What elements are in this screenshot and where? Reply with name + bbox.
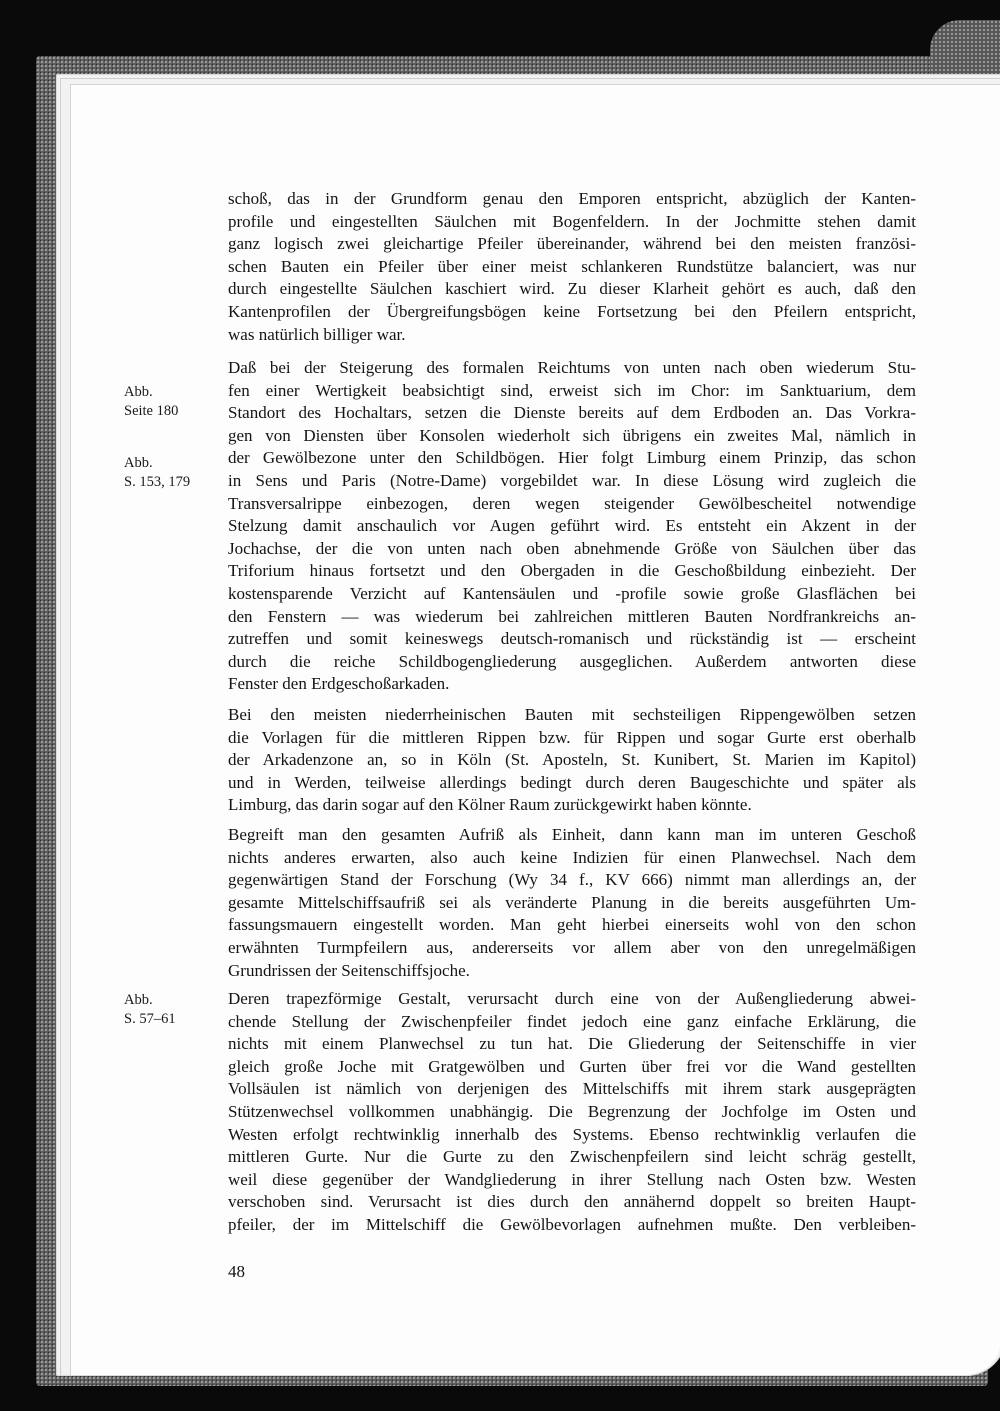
text-line: Vollsäulen ist nämlich von derjenigen des Mittelschiffs mit ihrem stark ausgeprägten	[228, 1079, 916, 1099]
text-line: Jochachse, der die von unten nach oben abnehmende Größe von Säulchen über das	[228, 538, 916, 558]
text-line: fassungsmauern eingestellt worden. Man geht hierbei einerseits wohl von den schon	[228, 915, 916, 935]
text-line: Grundrissen der Seitenschiffsjoche.	[228, 960, 470, 980]
text-line: Standort des Hochaltars, setzen die Dienste bereits auf dem Erdboden an. Das Vorkra-	[228, 403, 916, 423]
text-line: Fenster den Erdgeschoßarkaden.	[228, 674, 450, 694]
margin-note	[124, 454, 190, 492]
text-line: nichts anderes erwarten, also auch keine Indizien für einen Planwechsel. Nach dem	[228, 847, 916, 867]
paragraph-4	[228, 824, 916, 982]
margin-note-ref: S. 153, 179	[124, 474, 191, 490]
text-line: schen Bauten ein Pfeiler über einer meist schlankeren Rundstütze balanciert, was nur	[228, 256, 916, 276]
text-line: was natürlich billiger war.	[228, 324, 406, 344]
text-line: durch die reiche Schildbogengliederung ausgeglichen. Außerdem antworten diese	[228, 651, 916, 671]
text-line: fen einer Wertigkeit beabsichtigt sind, erweist sich im Chor: im Sanktuarium, dem	[228, 380, 916, 400]
text-line: Deren trapezförmige Gestalt, verursacht durch eine von der Außengliederung abwei-	[228, 989, 916, 1008]
text-line: Limburg, das darin sogar auf den Kölner Raum zurückgewirkt haben könnte.	[228, 795, 752, 815]
text-line: gleich große Joche mit Gratgewölben und Gurten über frei vor die Wand gestellten	[228, 1056, 916, 1076]
text-line: der Gewölbezone unter den Schildbögen. Hier folgt Limburg einem Prinzip, das schon	[228, 448, 916, 468]
text-line: Stelzung damit anschaulich vor Augen geführt wird. Es entsteht ein Akzent in der	[228, 516, 916, 536]
text-line: gegenwärtigen Stand der Forschung (Wy 34 f., KV 666) nimmt man allerdings an, der	[228, 870, 916, 890]
text-line: gen von Diensten über Konsolen wiederholt sich übrigens ein zweites Mal, nämlich in	[228, 425, 916, 445]
text-line: den Fenstern — was wiederum bei zahlreichen mittleren Bauten Nordfrankreichs an-	[228, 606, 916, 626]
text-line: weil diese gegenüber der Wandgliederung in ihrer Stellung nach Osten bzw. Westen	[228, 1169, 916, 1189]
text-line: nichts mit einem Planwechsel zu tun hat. Die Gliederung der Seitenschiffe in vier	[228, 1034, 916, 1054]
text-line: gesamte Mittelschiffsaufriß sei als veränderte Planung in die bereits ausgeführten Um-	[228, 892, 916, 912]
margin-note	[124, 991, 176, 1029]
margin-note-ref: S. 57–61	[124, 1011, 176, 1027]
text-line: verschoben sind. Verursacht ist dies durch den annähernd doppelt so breiten Haupt-	[228, 1192, 916, 1212]
margin-note-label: Abb.	[124, 992, 153, 1008]
text-line: Triforium hinaus fortsetzt und den Obergaden in die Geschoßbildung einbezieht. Der	[228, 561, 916, 581]
text-line: der Arkadenzone an, so in Köln (St. Aposteln, St. Kunibert, St. Marien im Kapitol)	[228, 750, 916, 770]
text-line: Begreift man den gesamten Aufriß als Einheit, dann kann man im unteren Geschoß	[228, 825, 916, 844]
text-line: und in Werden, teilweise allerdings bedingt durch deren Baugeschichte und später als	[228, 772, 916, 792]
margin-note-label: Abb.	[124, 455, 153, 471]
text-line: die Vorlagen für die mittleren Rippen bzw. für Rippen und sogar Gurte erst oberhalb	[228, 727, 916, 747]
text-line: Bei den meisten niederrheinischen Bauten mit sechsteiligen Rippengewölben setzen	[228, 705, 916, 724]
page-number: 48	[228, 1262, 245, 1281]
text-line: chende Stellung der Zwischenpfeiler findet jedoch eine ganz einfache Erklärung, die	[228, 1011, 916, 1031]
text-line: kostensparende Verzicht auf Kantensäulen und -profile sowie große Glasflächen bei	[228, 583, 916, 603]
text-line: mittleren Gurte. Nur die Gurte zu den Zwischenpfeilern sind leicht schräg gestellt,	[228, 1147, 916, 1167]
paragraph-5	[228, 988, 916, 1237]
text-line: Westen erfolgt rechtwinklig innerhalb des Systems. Ebenso rechtwinklig verlaufen die	[228, 1124, 916, 1144]
margin-note-label: Abb.	[124, 384, 153, 400]
text-line: Transversalrippe einbezogen, deren wegen steigender Gewölbescheitel notwendige	[228, 493, 916, 513]
book-cover-corner	[930, 20, 1000, 80]
paragraph-1	[228, 188, 916, 346]
paragraph-2	[228, 357, 916, 696]
text-line: Daß bei der Steigerung des formalen Reichtums von unten nach oben wiederum Stu-	[228, 358, 916, 377]
text-line: Stützenwechsel vollkommen unabhängig. Die Begrenzung der Jochfolge im Osten und	[228, 1101, 916, 1121]
text-line: durch eingestellte Säulchen kaschiert wird. Zu dieser Klarheit gehört es auch, daß den	[228, 279, 916, 299]
text-line: pfeiler, der im Mittelschiff die Gewölbevorlagen aufnehmen mußte. Den verbleiben-	[228, 1214, 916, 1234]
text-line: profile und eingestellten Säulchen mit Bogenfeldern. In der Jochmitte stehen damit	[228, 211, 916, 231]
margin-note	[124, 383, 178, 421]
text-line: ganz logisch zwei gleichartige Pfeiler übereinander, während bei den meisten französi-	[228, 234, 916, 254]
text-line: erwähnten Turmpfeilern aus, andererseits vor allem aber von den unregelmäßigen	[228, 937, 916, 957]
paragraph-3	[228, 704, 916, 817]
text-line: zutreffen und somit keineswegs deutsch-romanisch und rückständig ist — erscheint	[228, 629, 916, 649]
text-line: schoß, das in der Grundform genau den Emporen entspricht, abzüglich der Kanten-	[228, 189, 916, 208]
text-line: in Sens und Paris (Notre-Dame) vorgebildet war. In diese Lösung wird zugleich die	[228, 470, 916, 490]
margin-note-ref: Seite 180	[124, 403, 179, 419]
text-line: Kantenprofilen der Übergreifungsbögen keine Fortsetzung bei den Pfeilern entspricht,	[228, 301, 916, 321]
